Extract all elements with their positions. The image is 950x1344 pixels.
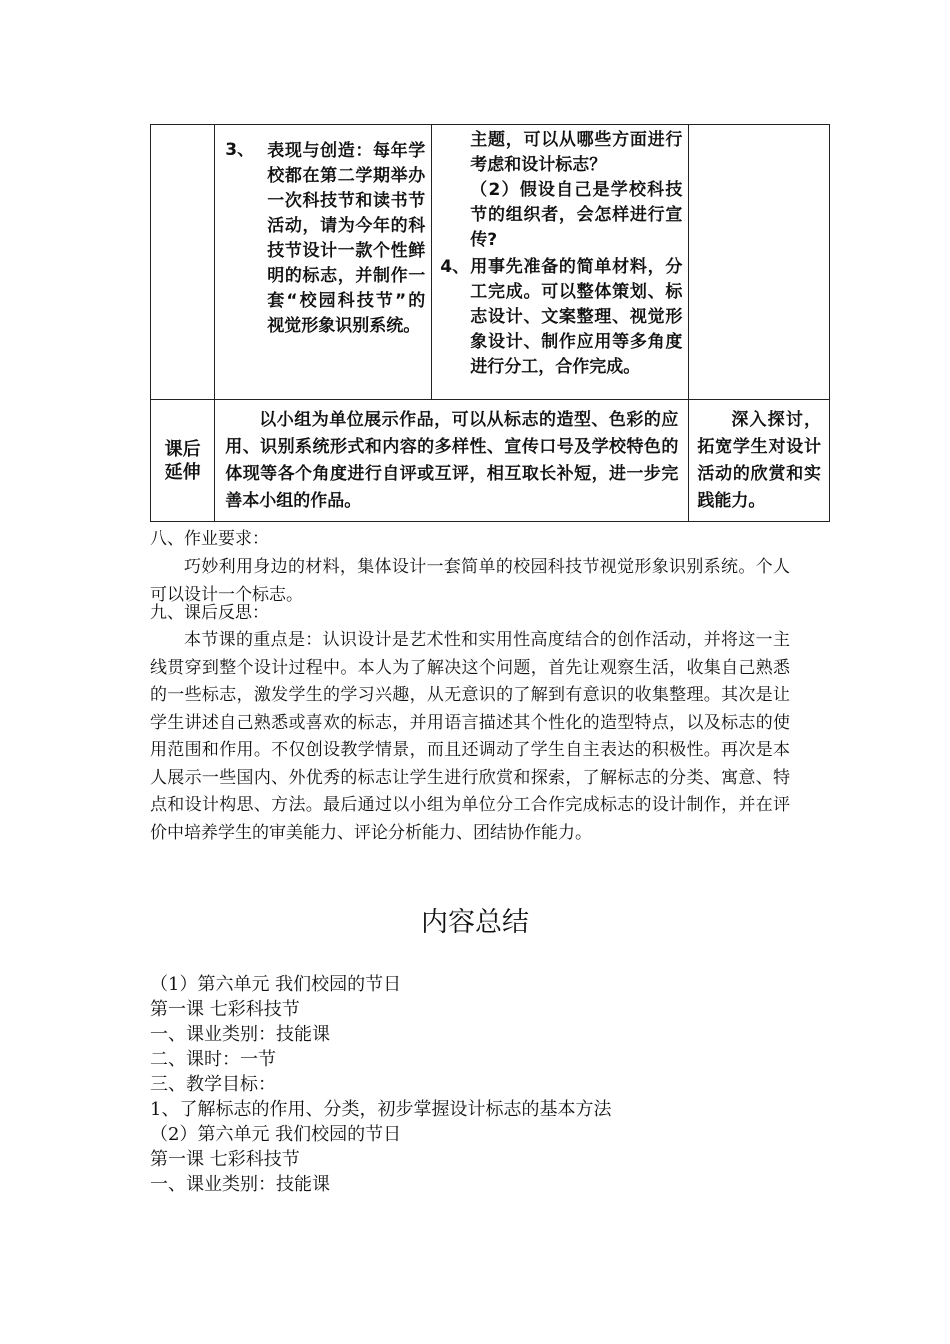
student-activity-cell [432, 125, 689, 400]
table-row [151, 400, 830, 522]
summary-line: 1、了解标志的作用、分类，初步掌握设计标志的基本方法 [150, 1099, 612, 1120]
goal-cell [689, 125, 830, 400]
goal-cell: 深入探讨，拓宽学生对设计活动的欣赏和实践能力。 [689, 400, 830, 522]
stage-cell [151, 125, 215, 400]
summary-line: 一、课业类别：技能课 [150, 1174, 330, 1195]
table-row [151, 125, 830, 400]
summary-line: 第一课 七彩科技节 [150, 1149, 300, 1170]
homework-section [150, 525, 790, 609]
summary-title: 内容总结 [421, 907, 529, 938]
summary-line: 一、课业类别：技能课 [150, 1024, 330, 1045]
stage-label: 课后延伸 [151, 400, 215, 522]
summary-list [150, 972, 611, 1197]
summary-line: 二、课时：一节 [150, 1049, 276, 1070]
reflection-text: 本节课的重点是：认识设计是艺术性和实用性高度结合的创作活动，并将这一主线贯穿到整个设计过程中。本人为了解决这个问题，首先让观察生活，收集自己熟悉的一些标志，激发学生的学习兴趣，从无意识的了解到有意识的收集整理。其次是让学生讲述自己熟悉或喜欢的标志，并用语言描述其个性化的造型特点，以及标志的使用范围和作用。不仅创设教学情景，而且还调动了学生自主表达的积极性。再次是本人展示一些国内、外优秀的标志让学生进行欣赏和探索，了解标志的分类、寓意、特点和设计构思、方法。最后通过以小组为单位分工合作完成标志的设计制作，并在评价中培养学生的审美能力、评论分析能力、团结协作能力。 [150, 630, 790, 843]
item-text: 用事先准备的简单材料，分工完成。可以整体策划、标志设计、文案整理、视觉形象设计、制作应用等多角度进行分工，合作完成。 [470, 257, 683, 377]
lesson-table [150, 124, 830, 522]
question-line-2: （2）假设自己是学校科技节的组织者，会怎样进行宣传? [470, 180, 683, 250]
reflection-heading: 九、课后反思： [150, 603, 269, 623]
summary-line: 三、教学目标： [150, 1074, 276, 1095]
summary-line: 第一课 七彩科技节 [150, 999, 300, 1020]
item-number: 4、 [440, 257, 470, 277]
teacher-activity-cell [215, 125, 432, 400]
homework-heading: 八、作业要求： [150, 529, 269, 549]
question-line-1: 主题，可以从哪些方面进行考虑和设计标志？ [470, 130, 683, 175]
activity-summary-cell: 以小组为单位展示作品，可以从标志的造型、色彩的应用、识别系统形式和内容的多样性、宣传口号及学校特色的体现等各个角度进行自评或互评，相互取长补短，进一步完善本小组的作品。 [215, 400, 689, 522]
item-text: 表现与创造：每年学校都在第二学期举办一次科技节和读书节活动，请为今年的科技节设计一款个性鲜明的标志，并制作一套“校园科技节”的视觉形象识别系统。 [267, 141, 426, 336]
summary-line: （2）第六单元 我们校园的节日 [150, 1124, 402, 1145]
item-number: 3、 [225, 140, 255, 160]
homework-text: 巧妙利用身边的材料，集体设计一套简单的校园科技节视觉形象识别系统。个人可以设计一个标志。 [150, 557, 790, 605]
reflection-section [150, 599, 790, 847]
summary-line: （1）第六单元 我们校园的节日 [150, 974, 402, 995]
